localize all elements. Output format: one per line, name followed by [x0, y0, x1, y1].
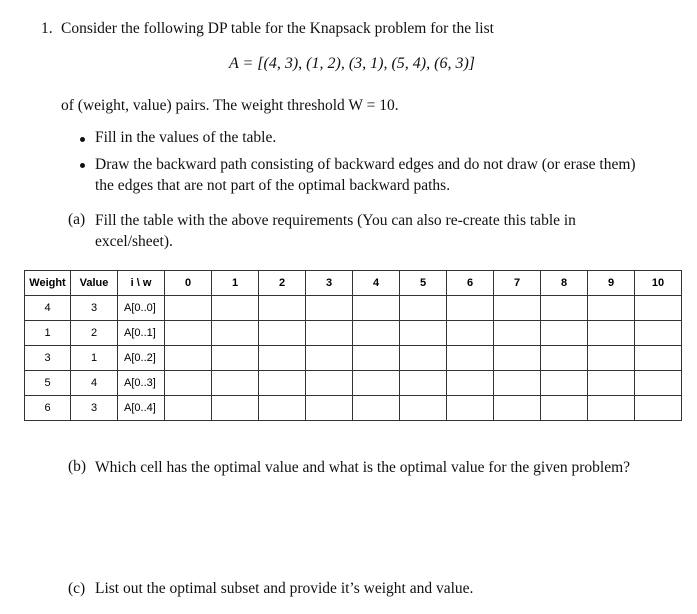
- table-cell[interactable]: [259, 346, 306, 371]
- bullet-icon: [80, 163, 85, 168]
- table-cell[interactable]: [400, 346, 447, 371]
- table-cell[interactable]: [165, 346, 212, 371]
- row-value: 3: [71, 296, 118, 321]
- bullet-item-fill-values: Fill in the values of the table.: [95, 129, 277, 146]
- table-row: [25, 396, 682, 421]
- header-w-7: 7: [494, 271, 541, 296]
- header-value: Value: [71, 271, 118, 296]
- part-b-text: Which cell has the optimal value and what is the optimal value for the given problem?: [95, 459, 631, 476]
- table-cell[interactable]: [165, 321, 212, 346]
- row-value: 2: [71, 321, 118, 346]
- row-weight: 4: [25, 296, 71, 321]
- part-a-label: (a): [68, 211, 86, 228]
- table-cell[interactable]: [212, 371, 259, 396]
- header-w-4: 4: [353, 271, 400, 296]
- table-cell[interactable]: [541, 371, 588, 396]
- table-cell[interactable]: [494, 396, 541, 421]
- header-w-6: 6: [447, 271, 494, 296]
- table-cell[interactable]: [259, 296, 306, 321]
- row-weight: 6: [25, 396, 71, 421]
- question-intro: Consider the following DP table for the Knapsack problem for the list: [61, 20, 494, 37]
- row-weight: 5: [25, 371, 71, 396]
- threshold-statement: of (weight, value) pairs. The weight threshold W = 10.: [61, 97, 399, 114]
- table-cell[interactable]: [494, 296, 541, 321]
- table-cell[interactable]: [541, 346, 588, 371]
- table-cell[interactable]: [635, 346, 682, 371]
- table-cell[interactable]: [259, 321, 306, 346]
- row-subproblem: A[0..4]: [118, 396, 165, 421]
- row-value: 4: [71, 371, 118, 396]
- table-cell[interactable]: [588, 296, 635, 321]
- table-cell[interactable]: [400, 371, 447, 396]
- row-weight: 3: [25, 346, 71, 371]
- table-cell[interactable]: [588, 321, 635, 346]
- table-cell[interactable]: [353, 346, 400, 371]
- header-w-5: 5: [400, 271, 447, 296]
- header-w-3: 3: [306, 271, 353, 296]
- table-cell[interactable]: [165, 396, 212, 421]
- table-cell[interactable]: [588, 371, 635, 396]
- header-w-10: 10: [635, 271, 682, 296]
- header-i-w: i \ w: [118, 271, 165, 296]
- header-w-1: 1: [212, 271, 259, 296]
- part-b-label: (b): [68, 458, 87, 475]
- table-cell[interactable]: [212, 396, 259, 421]
- part-c-label: (c): [68, 580, 86, 597]
- table-cell[interactable]: [541, 296, 588, 321]
- table-cell[interactable]: [165, 296, 212, 321]
- part-c-text: List out the optimal subset and provide it’s weight and value.: [95, 580, 474, 597]
- table-cell[interactable]: [635, 321, 682, 346]
- dp-table: [24, 270, 682, 421]
- table-cell[interactable]: [494, 346, 541, 371]
- row-subproblem: A[0..1]: [118, 321, 165, 346]
- table-row: [25, 321, 682, 346]
- table-cell[interactable]: [400, 321, 447, 346]
- table-cell[interactable]: [306, 346, 353, 371]
- table-cell[interactable]: [259, 371, 306, 396]
- table-cell[interactable]: [306, 371, 353, 396]
- table-cell[interactable]: [588, 346, 635, 371]
- table-cell[interactable]: [447, 321, 494, 346]
- header-w-2: 2: [259, 271, 306, 296]
- table-cell[interactable]: [447, 371, 494, 396]
- table-cell[interactable]: [447, 396, 494, 421]
- row-value: 1: [71, 346, 118, 371]
- table-cell[interactable]: [588, 396, 635, 421]
- table-cell[interactable]: [494, 321, 541, 346]
- row-subproblem: A[0..2]: [118, 346, 165, 371]
- header-w-9: 9: [588, 271, 635, 296]
- table-cell[interactable]: [635, 371, 682, 396]
- table-cell[interactable]: [165, 371, 212, 396]
- table-cell[interactable]: [494, 371, 541, 396]
- row-weight: 1: [25, 321, 71, 346]
- table-cell[interactable]: [306, 396, 353, 421]
- table-cell[interactable]: [353, 321, 400, 346]
- question-number: 1.: [41, 20, 53, 37]
- table-cell[interactable]: [212, 346, 259, 371]
- table-row: [25, 346, 682, 371]
- table-cell[interactable]: [353, 396, 400, 421]
- table-cell[interactable]: [635, 296, 682, 321]
- table-cell[interactable]: [212, 321, 259, 346]
- table-cell[interactable]: [306, 296, 353, 321]
- table-cell[interactable]: [635, 396, 682, 421]
- table-cell[interactable]: [447, 296, 494, 321]
- table-cell[interactable]: [541, 321, 588, 346]
- table-cell[interactable]: [400, 296, 447, 321]
- row-value: 3: [71, 396, 118, 421]
- table-cell[interactable]: [447, 346, 494, 371]
- header-w-0: 0: [165, 271, 212, 296]
- table-cell[interactable]: [259, 396, 306, 421]
- row-subproblem: A[0..3]: [118, 371, 165, 396]
- table-cell[interactable]: [212, 296, 259, 321]
- bullet-icon: [80, 137, 85, 142]
- bullet-item-backward-path: Draw the backward path consisting of backward edges and do not draw (or erase them) the edges that are not part of the optimal backward paths.: [95, 156, 636, 194]
- row-subproblem: A[0..0]: [118, 296, 165, 321]
- knapsack-list-formula: A = [(4, 3), (1, 2), (3, 1), (5, 4), (6, 3)]: [229, 55, 476, 72]
- table-cell[interactable]: [306, 321, 353, 346]
- header-w-8: 8: [541, 271, 588, 296]
- table-cell[interactable]: [353, 371, 400, 396]
- table-row: [25, 296, 682, 321]
- table-row: [25, 371, 682, 396]
- table-cell[interactable]: [353, 296, 400, 321]
- header-weight: Weight: [25, 271, 71, 296]
- table-cell[interactable]: [400, 396, 447, 421]
- table-header-row: [25, 271, 682, 296]
- part-a-text: Fill the table with the above requirements (You can also re-create this table in excel/sheet).: [95, 212, 576, 250]
- table-cell[interactable]: [541, 396, 588, 421]
